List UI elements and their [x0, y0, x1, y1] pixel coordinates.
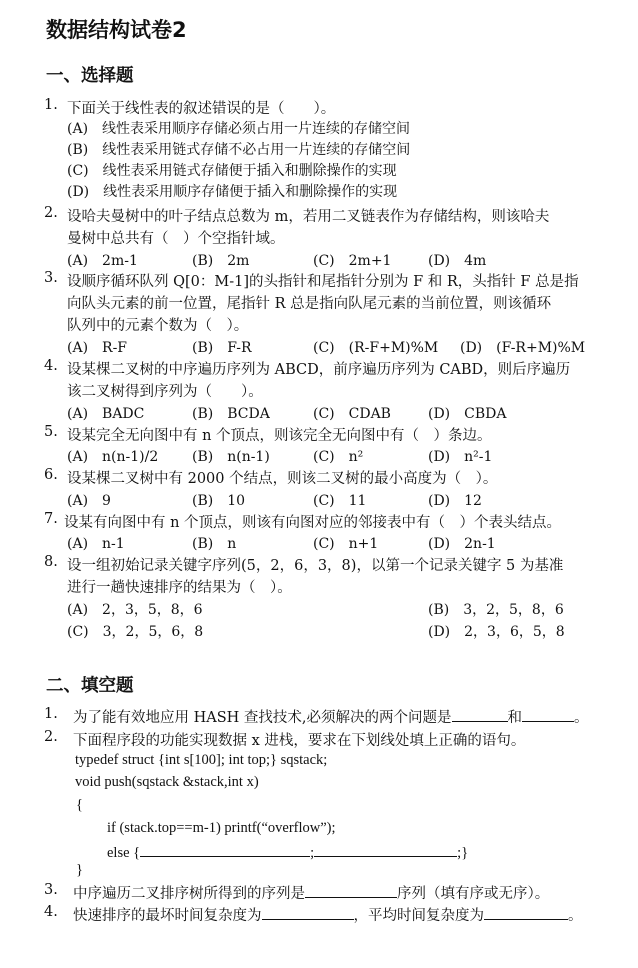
code-blank-2[interactable] — [314, 842, 457, 857]
section-heading-fill: 二、填空题 — [46, 676, 134, 696]
fill-3-text-b: 序列（填有序或无序）。 — [397, 886, 550, 902]
code-line-if-overflow: if (stack.top==m-1) printf(“overflow”); — [107, 820, 336, 836]
question-5-option-d: (D) n²-1 — [428, 449, 493, 465]
question-8-line-1: 设一组初始记录关键字序列(5，2，6，3，8)，以第一个记录关键字 5 为基准 — [67, 558, 564, 574]
question-4-option-b: (B) BCDA — [192, 406, 270, 422]
fill-4-number: 4. — [44, 904, 58, 920]
fill-3-blank[interactable] — [305, 883, 397, 898]
fill-4-text — [73, 904, 583, 925]
question-3-number: 3. — [44, 270, 58, 286]
question-7-option-c: (C) n+1 — [313, 536, 379, 552]
fill-3-number: 3. — [44, 882, 58, 898]
question-6-option-a: (A) 9 — [67, 493, 111, 509]
question-3-line-3: 队列中的元素个数为（ ）。 — [67, 318, 249, 334]
question-4-line-1: 设某棵二叉树的中序遍历序列为 ABCD，前序遍历序列为 CABD，则后序遍历 — [67, 362, 571, 378]
question-5-option-c: (C) n² — [313, 449, 364, 465]
code-else-text: else { — [107, 845, 141, 861]
question-7-option-d: (D) 2n-1 — [428, 536, 496, 552]
question-1-option-c: (C) 线性表采用链式存储便于插入和删除操作的实现 — [67, 163, 397, 179]
fill-3-text-a: 中序遍历二叉排序树所得到的序列是 — [73, 886, 305, 902]
question-1-option-a: (A) 线性表采用顺序存储必须占用一片连续的存储空间 — [67, 121, 411, 137]
question-5-option-a: (A) n(n-1)/2 — [67, 449, 159, 465]
code-line-else — [107, 842, 468, 862]
code-line-open-brace: { — [76, 797, 83, 813]
question-3-line-2: 向队头元素的前一位置，尾指针 R 总是指向队尾元素的当前位置，则该循环 — [67, 296, 552, 312]
code-semicolon-1: ; — [310, 845, 315, 861]
section-heading-choice: 一、选择题 — [46, 66, 134, 86]
question-2-option-b: (B) 2m — [192, 253, 250, 269]
question-8-option-c: (C) 3，2，5，6，8 — [67, 624, 204, 640]
question-3-option-a: (A) R-F — [67, 340, 128, 356]
question-6-option-d: (D) 12 — [428, 493, 482, 509]
code-line-push-signature: void push(sqstack &stack,int x) — [75, 774, 259, 790]
question-8-number: 8. — [44, 554, 58, 570]
fill-2-number: 2. — [44, 729, 58, 745]
question-8-option-d: (D) 2，3，6，5，8 — [428, 624, 565, 640]
fill-1-blank-2[interactable] — [522, 707, 574, 722]
question-4-option-a: (A) BADC — [67, 406, 145, 422]
fill-2-text: 下面程序段的功能实现数据 x 进栈，要求在下划线处填上正确的语句。 — [73, 733, 526, 749]
question-1-number: 1. — [44, 97, 58, 113]
fill-4-text-a: 快速排序的最坏时间复杂度为 — [73, 908, 262, 924]
question-4-line-2: 该二叉树得到序列为（ ）。 — [67, 384, 263, 400]
question-4-number: 4. — [44, 358, 58, 374]
question-4-option-c: (C) CDAB — [313, 406, 391, 422]
question-3-line-1: 设顺序循环队列 Q[0：M-1]的头指针和尾指针分别为 F 和 R，头指针 F 总是指 — [67, 274, 579, 290]
exam-title: 数据结构试卷2 — [46, 18, 187, 42]
question-8-option-b: (B) 3，2，5，8，6 — [428, 602, 564, 618]
question-3-option-c: (C) (R-F+M)%M — [313, 340, 439, 356]
question-2-line-2: 曼树中总共有（ ）个空指针域。 — [67, 231, 285, 247]
fill-1-text — [73, 706, 589, 727]
fill-4-blank-1[interactable] — [262, 905, 354, 920]
question-7-option-a: (A) n-1 — [67, 536, 125, 552]
code-blank-1[interactable] — [140, 842, 310, 857]
question-5-option-b: (B) n(n-1) — [192, 449, 270, 465]
question-3-option-d: (D) (F-R+M)%M — [460, 340, 586, 356]
fill-4-blank-2[interactable] — [484, 905, 568, 920]
question-2-option-a: (A) 2m-1 — [67, 253, 138, 269]
question-2-line-1: 设哈夫曼树中的叶子结点总数为 m，若用二叉链表作为存储结构，则该哈夫 — [67, 209, 550, 225]
code-line-typedef: typedef struct {int s[100]; int top;} sqstack; — [75, 752, 328, 768]
question-2-option-d: (D) 4m — [428, 253, 487, 269]
question-8-option-a: (A) 2，3，5，8，6 — [67, 602, 203, 618]
question-1-option-d: (D) 线性表采用顺序存储便于插入和删除操作的实现 — [67, 184, 398, 200]
fill-3-text — [73, 882, 549, 903]
code-line-close-brace: } — [76, 862, 83, 878]
question-8-line-2: 进行一趟快速排序的结果为（ ）。 — [67, 580, 292, 596]
question-7-stem: 设某有向图中有 n 个顶点，则该有向图对应的邻接表中有（ ）个表头结点。 — [64, 515, 562, 531]
question-7-option-b: (B) n — [192, 536, 237, 552]
question-2-number: 2. — [44, 205, 58, 221]
question-1-stem: 下面关于线性表的叙述错误的是（ ）。 — [67, 101, 336, 117]
question-2-option-c: (C) 2m+1 — [313, 253, 392, 269]
fill-1-number: 1. — [44, 706, 58, 722]
question-4-option-d: (D) CBDA — [428, 406, 507, 422]
question-5-stem: 设某完全无向图中有 n 个顶点，则该完全无向图中有（ ）条边。 — [67, 428, 492, 444]
question-6-number: 6. — [44, 467, 58, 483]
question-1-option-b: (B) 线性表采用链式存储不必占用一片连续的存储空间 — [67, 142, 411, 158]
question-6-option-c: (C) 11 — [313, 493, 367, 509]
fill-4-text-c: 。 — [568, 908, 583, 924]
fill-1-text-a: 为了能有效地应用 HASH 查找技术,必须解决的两个问题是 — [73, 710, 452, 726]
question-7-number: 7. — [44, 511, 58, 527]
question-6-option-b: (B) 10 — [192, 493, 246, 509]
fill-4-text-b: ，平均时间复杂度为 — [353, 908, 484, 924]
fill-1-blank-1[interactable] — [452, 707, 508, 722]
fill-1-text-c: 。 — [574, 710, 589, 726]
question-3-option-b: (B) F-R — [192, 340, 252, 356]
fill-1-text-b: 和 — [507, 710, 523, 726]
question-6-stem: 设某棵二叉树中有 2000 个结点，则该二叉树的最小高度为（ ）。 — [67, 471, 498, 487]
question-5-number: 5. — [44, 424, 58, 440]
code-semicolon-close: ;} — [457, 845, 469, 861]
